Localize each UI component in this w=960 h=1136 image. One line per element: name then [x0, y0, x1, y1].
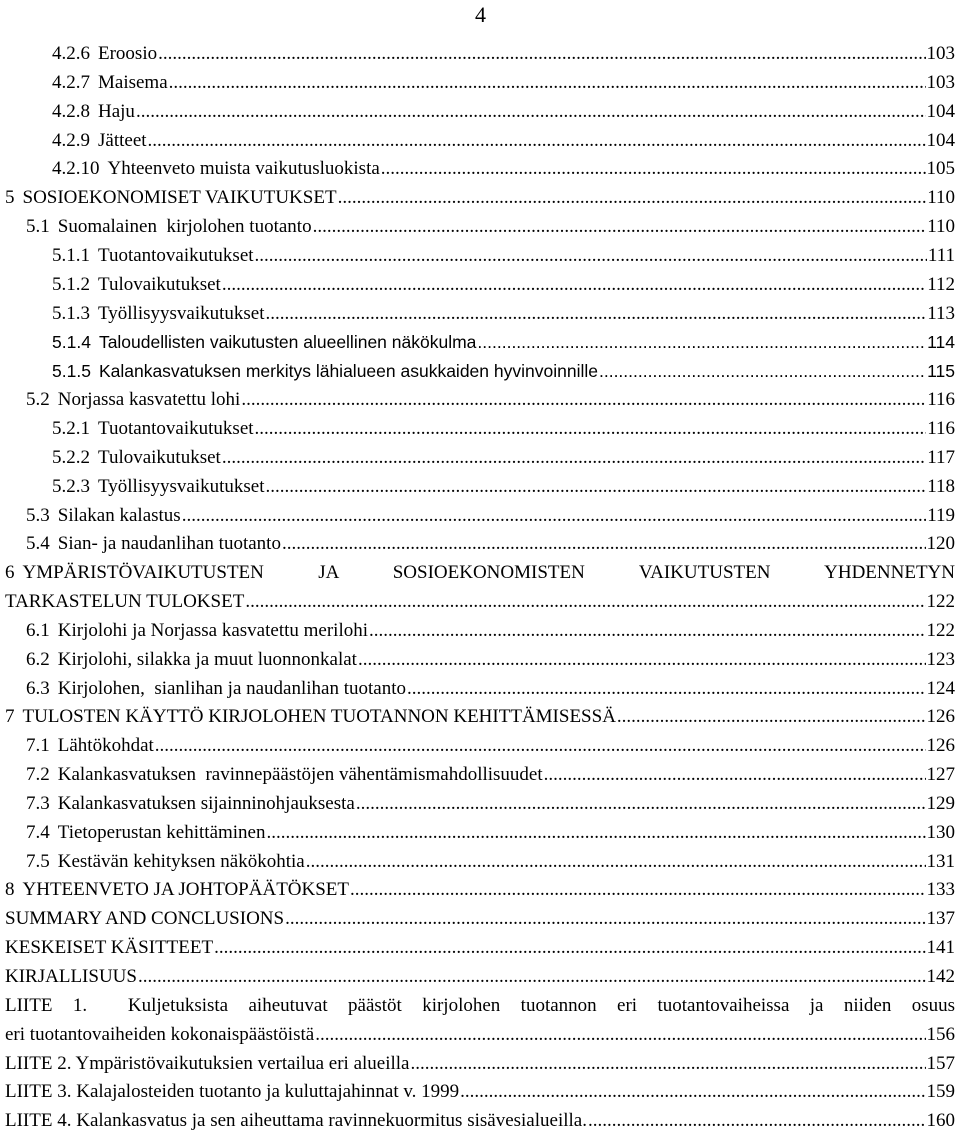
toc-entry[interactable] [0, 1021, 960, 1050]
toc-entry[interactable] [0, 732, 960, 761]
toc-entry-label [26, 819, 266, 848]
toc-entry[interactable] [0, 300, 960, 329]
toc-entry-label [26, 213, 312, 242]
toc-entry-title: TARKASTELUN TULOKSET [5, 591, 245, 613]
toc-entry-number: 6.1 [26, 619, 50, 641]
toc-entry-number: 5 [5, 187, 15, 209]
toc-entry-label [52, 300, 265, 329]
toc-entry-title: Lähtökohdat [57, 735, 154, 757]
dot-leader [599, 357, 926, 386]
toc-entry-label [26, 617, 368, 646]
toc-entry-label [52, 127, 147, 156]
toc-entry-label [26, 646, 357, 675]
toc-entry-page: 126 [926, 735, 955, 757]
toc-entry-title: SOSIOEKONOMISET VAIKUTUKSET [22, 187, 337, 209]
toc-entry[interactable] [0, 617, 960, 646]
toc-entry-label [5, 992, 955, 1021]
toc-entry-number: 6.3 [26, 677, 50, 699]
toc-entry-label [5, 1021, 314, 1050]
toc-entry-label [5, 1107, 587, 1136]
toc-entry-label [52, 40, 157, 69]
dot-leader [350, 876, 925, 905]
toc-entry-title: Tuotantovaikutukset [98, 244, 254, 266]
toc-entry-title: Kirjolohen, sianlihan ja naudanlihan tuotanto [57, 677, 407, 699]
toc-entry-page: 131 [926, 850, 955, 872]
dot-leader [313, 213, 927, 242]
toc-entry-title: Tuotantovaikutukset [98, 417, 254, 439]
toc-entry-title: Maisema [98, 71, 168, 93]
dot-leader [356, 790, 926, 819]
toc-entry-page: 111 [927, 244, 955, 266]
toc-entry-number: 4.2.9 [52, 129, 90, 151]
dot-leader [266, 300, 927, 329]
toc-entry[interactable] [0, 502, 960, 531]
toc-entry-page: 119 [927, 504, 955, 526]
toc-entry[interactable] [0, 848, 960, 877]
dot-leader [369, 617, 925, 646]
toc-entry[interactable] [0, 127, 960, 156]
toc-entry-page: 114 [927, 332, 955, 353]
toc-entry-number: 5.2.1 [52, 417, 90, 439]
toc-entry-title: YHTEENVETO JA JOHTOPÄÄTÖKSET [22, 879, 350, 901]
toc-entry-page: 120 [926, 533, 955, 555]
toc-entry-title: Tulovaikutukset [98, 446, 221, 468]
toc-entry-label [5, 1050, 410, 1079]
toc-entry-title: Työllisyysvaikutukset [98, 302, 265, 324]
toc-entry-number: 5.2.3 [52, 475, 90, 497]
toc-entry-title: TULOSTEN KÄYTTÖ KIRJOLOHEN TUOTANNON KEHITTÄMISESSÄ [22, 706, 616, 728]
dot-leader [285, 905, 925, 934]
toc-entry-page: 159 [926, 1081, 955, 1103]
dot-leader [282, 530, 926, 559]
toc-entry-title: LIITE 1. Kuljetuksista aiheutuvat päästöt kirjolohen tuotannon eri tuotantovaiheissa ja niiden osuus [5, 994, 955, 1016]
toc-entry-title: Kirjolohi, silakka ja muut luonnonkalat [57, 648, 357, 670]
dot-leader [148, 127, 926, 156]
toc-entry[interactable] [0, 69, 960, 98]
toc-entry-page: 126 [926, 706, 955, 728]
toc-entry-title: KESKEISET KÄSITTEET [5, 937, 214, 959]
page-number: 4 [475, 2, 486, 27]
toc-entry-title: LIITE 4. Kalankasvatus ja sen aiheuttama ravinnekuormitus sisävesialueilla. [5, 1110, 587, 1132]
toc-entry-title: Haju [98, 100, 135, 122]
dot-leader [266, 473, 927, 502]
toc-entry-page: 116 [927, 389, 955, 411]
toc-entry-title: Sian- ja naudanlihan tuotanto [57, 533, 281, 555]
toc-entry[interactable] [0, 98, 960, 127]
toc-entry-label [5, 876, 349, 905]
toc-entry-number: 5.1 [26, 216, 50, 238]
toc-entry-number: 8 [5, 879, 15, 901]
dot-leader [407, 675, 925, 704]
toc-entry-label [52, 69, 168, 98]
dot-leader [182, 502, 927, 531]
dot-leader [588, 1107, 926, 1136]
toc-entry-title: Taloudellisten vaikutusten alueellinen näkökulma [98, 332, 477, 353]
toc-entry-page: 129 [926, 792, 955, 814]
toc-entry[interactable] [0, 1050, 960, 1079]
toc-entry-page: 122 [926, 619, 955, 641]
toc-entry-label [5, 905, 284, 934]
toc-entry[interactable] [0, 184, 960, 213]
toc-entry[interactable] [0, 1078, 960, 1107]
toc-entry-title: Eroosio [98, 43, 158, 64]
toc-entry-page: 104 [926, 100, 955, 122]
toc-entry-title: Kalankasvatuksen merkitys lähialueen asukkaiden hyvinvoinnille [98, 361, 598, 382]
toc-entry[interactable] [0, 790, 960, 819]
toc-entry-label [52, 271, 221, 300]
toc-entry-page: 104 [926, 129, 955, 151]
toc-entry-number: 6.2 [26, 648, 50, 670]
toc-entry-number: 7.5 [26, 850, 50, 872]
toc-entry[interactable] [0, 1107, 960, 1136]
toc-entry-label [5, 1078, 459, 1107]
dot-leader [477, 328, 926, 357]
toc-entry-title: Kestävän kehityksen näkökohtia [57, 850, 305, 872]
toc-entry-label [26, 386, 240, 415]
toc-entry-page: 105 [926, 158, 955, 180]
toc-entry-number: 4.2.6 [52, 43, 90, 64]
toc-entry-page: 110 [927, 187, 955, 209]
toc-entry[interactable] [0, 271, 960, 300]
toc-entry-label [26, 732, 154, 761]
toc-entry-title: Norjassa kasvatettu lohi [57, 389, 241, 411]
toc-entry-label [26, 502, 181, 531]
toc-entry-title: YMPÄRISTÖVAIKUTUSTEN JA SOSIOEKONOMISTEN VAIKUTUSTEN YHDENNETYN [22, 562, 955, 584]
toc-entry-label [26, 790, 355, 819]
dot-leader [338, 184, 927, 213]
toc-entry-page: 127 [926, 764, 955, 786]
toc-entry-label [5, 934, 213, 963]
toc-entry-page: 156 [926, 1023, 955, 1045]
toc-entry-label [26, 675, 406, 704]
toc-entry-label [5, 588, 244, 617]
toc-entry-label [26, 848, 305, 877]
dot-leader [155, 732, 926, 761]
toc-entry-number: 5.1.1 [52, 244, 90, 266]
dot-leader [255, 415, 927, 444]
toc-entry[interactable] [0, 415, 960, 444]
toc-entry-title: Kalankasvatuksen sijainninohjauksesta [57, 792, 355, 814]
toc-entry-number: 5.1.5 [52, 361, 91, 382]
toc-entry-title: eri tuotantovaiheiden kokonaispäästöistä [5, 1023, 315, 1045]
toc-entry-page: 103 [926, 71, 955, 93]
toc-entry[interactable] [0, 559, 960, 588]
toc-entry[interactable] [0, 386, 960, 415]
toc-entry-number: 5.4 [26, 533, 50, 555]
toc-entry[interactable] [0, 213, 960, 242]
toc-entry-number: 5.1.3 [52, 302, 90, 324]
toc-entry-page: 133 [926, 879, 955, 901]
toc-entry[interactable] [0, 328, 960, 357]
toc-entry-label [52, 98, 135, 127]
dot-leader [136, 98, 926, 127]
toc-entry-number: 7 [5, 706, 15, 728]
toc-entry-page: 123 [926, 648, 955, 670]
toc-entry[interactable] [0, 992, 960, 1021]
toc-entry[interactable] [0, 819, 960, 848]
toc-entry-number: 7.3 [26, 792, 50, 814]
dot-leader [241, 386, 926, 415]
toc-entry[interactable] [0, 40, 960, 69]
toc-entry[interactable] [0, 473, 960, 502]
toc-entry-title: Kalankasvatuksen ravinnepäästöjen vähentämismahdollisuudet [57, 764, 543, 786]
toc-entry-label [52, 357, 598, 386]
dot-leader [306, 848, 926, 877]
toc-entry-page: 118 [927, 475, 955, 497]
toc-entry-label [5, 963, 137, 992]
toc-entry-page: 115 [927, 361, 955, 382]
toc-entry-label [5, 184, 337, 213]
toc-entry-number: 5.1.4 [52, 332, 91, 353]
toc-entry-page: 137 [926, 908, 955, 930]
toc-entry-number: 5.2.2 [52, 446, 90, 468]
toc-entry-page: 113 [927, 302, 955, 324]
toc-entry-number: 4.2.8 [52, 100, 90, 122]
toc-entry-title: Suomalainen kirjolohen tuotanto [57, 216, 312, 238]
toc-entry[interactable] [0, 530, 960, 559]
toc-entry-number: 4.2.10 [52, 158, 100, 180]
toc-entry-page: 112 [927, 273, 955, 295]
toc-entry-label [52, 242, 254, 271]
dot-leader [381, 155, 926, 184]
toc-entry-title: LIITE 3. Kalajalosteiden tuotanto ja kuluttajahinnat v. 1999 [5, 1081, 460, 1103]
toc-entry[interactable] [0, 444, 960, 473]
toc-entry[interactable] [0, 761, 960, 790]
dot-leader [267, 819, 926, 848]
table-of-contents [0, 40, 960, 1136]
toc-entry-number: 7.1 [26, 735, 50, 757]
toc-entry-label [52, 473, 265, 502]
toc-entry-title: LIITE 2. Ympäristövaikutuksien vertailua eri alueilla [5, 1052, 410, 1074]
dot-leader [138, 963, 926, 992]
dot-leader [358, 646, 926, 675]
toc-entry[interactable] [0, 703, 960, 732]
toc-entry[interactable] [0, 588, 960, 617]
toc-entry[interactable] [0, 242, 960, 271]
toc-entry-label [5, 559, 955, 588]
toc-entry-title: KIRJALLISUUS [5, 966, 137, 987]
toc-entry-title: Jätteet [98, 129, 147, 151]
dot-leader [169, 69, 926, 98]
toc-entry-number: 6 [5, 562, 15, 584]
toc-entry-number: 4.2.7 [52, 71, 90, 93]
toc-entry-number: 5.2 [26, 389, 50, 411]
toc-entry-label [52, 328, 476, 357]
toc-entry-page: 157 [926, 1052, 955, 1074]
toc-entry[interactable] [0, 905, 960, 934]
toc-entry-title: Työllisyysvaikutukset [98, 475, 265, 497]
toc-entry-label [5, 703, 616, 732]
toc-entry-page: 130 [926, 821, 955, 843]
toc-entry-number: 5.3 [26, 504, 50, 526]
toc-entry-title: SUMMARY AND CONCLUSIONS [5, 908, 285, 930]
toc-entry[interactable] [0, 675, 960, 704]
toc-entry-page: 141 [926, 937, 955, 959]
toc-entry-page: 110 [927, 216, 955, 238]
dot-leader [158, 40, 925, 69]
toc-entry-label [52, 444, 221, 473]
dot-leader [214, 934, 925, 963]
toc-entry-number: 7.4 [26, 821, 50, 843]
toc-entry-page: 122 [926, 591, 955, 613]
toc-entry-page: 117 [927, 446, 955, 468]
dot-leader [544, 761, 926, 790]
toc-entry-title: Yhteenveto muista vaikutusluokista [107, 158, 380, 180]
toc-entry-title: Silakan kalastus [57, 504, 181, 526]
toc-entry-title: Tulovaikutukset [98, 273, 221, 295]
toc-entry[interactable] [0, 357, 960, 386]
toc-entry[interactable] [0, 876, 960, 905]
toc-entry-page: 160 [926, 1110, 955, 1132]
toc-entry-page: 103 [926, 43, 955, 64]
toc-entry[interactable] [0, 155, 960, 184]
toc-entry-title: Tietoperustan kehittäminen [57, 821, 266, 843]
toc-entry-label [26, 761, 543, 790]
dot-leader [255, 242, 927, 271]
toc-entry[interactable] [0, 934, 960, 963]
toc-entry-number: 7.2 [26, 764, 50, 786]
toc-entry-label [26, 530, 281, 559]
dot-leader [222, 271, 926, 300]
toc-entry-number: 5.1.2 [52, 273, 90, 295]
dot-leader [222, 444, 926, 473]
toc-entry-title: Kirjolohi ja Norjassa kasvatettu merilohi [57, 619, 369, 641]
toc-entry-page: 124 [926, 677, 955, 699]
toc-entry[interactable] [0, 963, 960, 992]
dot-leader [411, 1050, 926, 1079]
dot-leader [460, 1078, 925, 1107]
toc-entry-page: 116 [927, 417, 955, 439]
dot-leader [245, 588, 925, 617]
toc-entry-page: 142 [926, 966, 955, 987]
toc-entry-label [52, 415, 254, 444]
dot-leader [617, 703, 926, 732]
toc-entry[interactable] [0, 646, 960, 675]
dot-leader [315, 1021, 925, 1050]
toc-entry-label [52, 155, 380, 184]
